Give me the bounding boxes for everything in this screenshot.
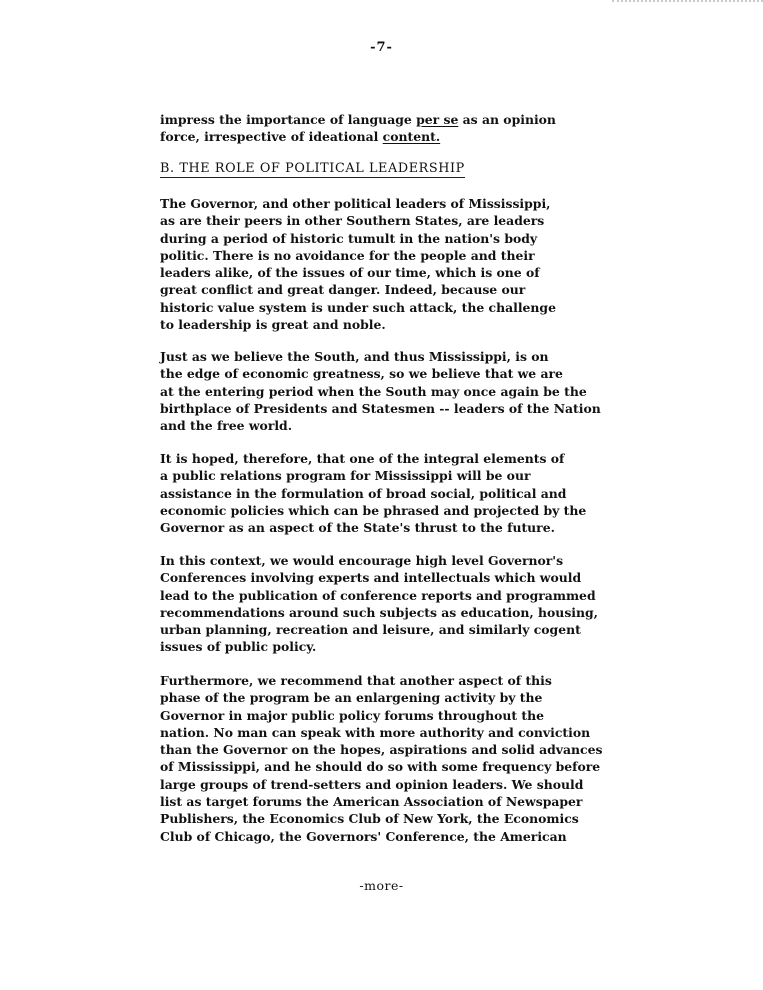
paragraph-line: Governor as an aspect of the State's thrust to the future. (160, 520, 555, 536)
paragraph-line: large groups of trend-setters and opinion leaders. We should (160, 776, 584, 792)
paragraph-line: a public relations program for Mississippi will be our (160, 468, 531, 484)
intro-line-2 (160, 128, 650, 145)
intro-paragraph (160, 111, 650, 146)
paragraph-line: as are their peers in other Southern States, are leaders (160, 213, 545, 229)
per-se-emphasis: per se (416, 112, 459, 127)
paragraph-line: politic. There is no avoidance for the people and their (160, 247, 535, 263)
page-number: -7- (370, 40, 393, 55)
paragraph-line: the edge of economic greatness, so we believe that we are (160, 366, 563, 382)
paragraph-line: recommendations around such subjects as education, housing, (160, 604, 598, 620)
paragraph-line: leaders alike, of the issues of our time, which is one of (160, 265, 540, 281)
paragraph-line: great conflict and great danger. Indeed, because our (160, 282, 526, 298)
paragraph-line: historic value system is under such attack, the challenge (160, 299, 556, 315)
paragraph-3 (160, 450, 650, 536)
paragraph-line: and the free world. (160, 418, 293, 434)
paragraph-line: Publishers, the Economics Club of New York, the Economics (160, 811, 579, 827)
paragraph-line: Furthermore, we recommend that another aspect of this (160, 673, 552, 688)
paragraph-line: assistance in the formulation of broad social, political and (160, 485, 567, 501)
paragraph-line: economic policies which can be phrased and projected by the (160, 502, 587, 518)
intro-line-1-start: impress the importance of language (160, 112, 417, 127)
paragraph-line: It is hoped, therefore, that one of the integral elements of (160, 451, 565, 466)
intro-line-2-start: force, irrespective of ideational (160, 129, 383, 145)
paragraph-line: Just as we believe the South, and thus Mississippi, is on (160, 349, 549, 364)
intro-line-1-end: as an opinion (458, 112, 556, 127)
paragraph-line: of Mississippi, and he should do so with some frequency before (160, 759, 601, 775)
paragraph-line: nation. No man can speak with more authority and conviction (160, 724, 591, 740)
paragraph-line: during a period of historic tumult in the nation's body (160, 230, 538, 246)
paragraph-line: to leadership is great and noble. (160, 317, 386, 333)
paragraph-line: issues of public policy. (160, 639, 317, 655)
paragraph-4 (160, 552, 650, 656)
paragraph-5 (160, 672, 650, 845)
paragraph-line: urban planning, recreation and leisure, and similarly cogent (160, 622, 581, 638)
paragraph-line: phase of the program be an enlargening activity by the (160, 690, 543, 706)
paragraph-line: The Governor, and other political leaders of Mississippi, (160, 196, 551, 211)
paragraph-line: Club of Chicago, the Governors' Conference, the American (160, 828, 567, 844)
paragraph-line: at the entering period when the South may once again be the (160, 383, 587, 399)
content-underlined: content. (382, 129, 441, 145)
paragraph-line: Conferences involving experts and intellectuals which would (160, 570, 582, 586)
scan-edge-dots (612, 0, 763, 4)
paragraph-2 (160, 348, 650, 434)
paragraph-line: birthplace of Presidents and Statesmen -- leaders of the Nation (160, 400, 601, 416)
paragraph-line: In this context, we would encourage high level Governor's (160, 553, 564, 568)
paragraph-line: lead to the publication of conference reports and programmed (160, 587, 596, 603)
intro-line-1 (160, 111, 650, 128)
section-heading: B. THE ROLE OF POLITICAL LEADERSHIP (160, 161, 465, 176)
paragraph-1 (160, 195, 650, 333)
paragraph-line: Governor in major public policy forums throughout the (160, 707, 545, 723)
continuation-marker: -more- (359, 878, 404, 893)
paragraph-line: list as target forums the American Association of Newspaper (160, 794, 583, 810)
paragraph-line: than the Governor on the hopes, aspirations and solid advances (160, 742, 603, 758)
